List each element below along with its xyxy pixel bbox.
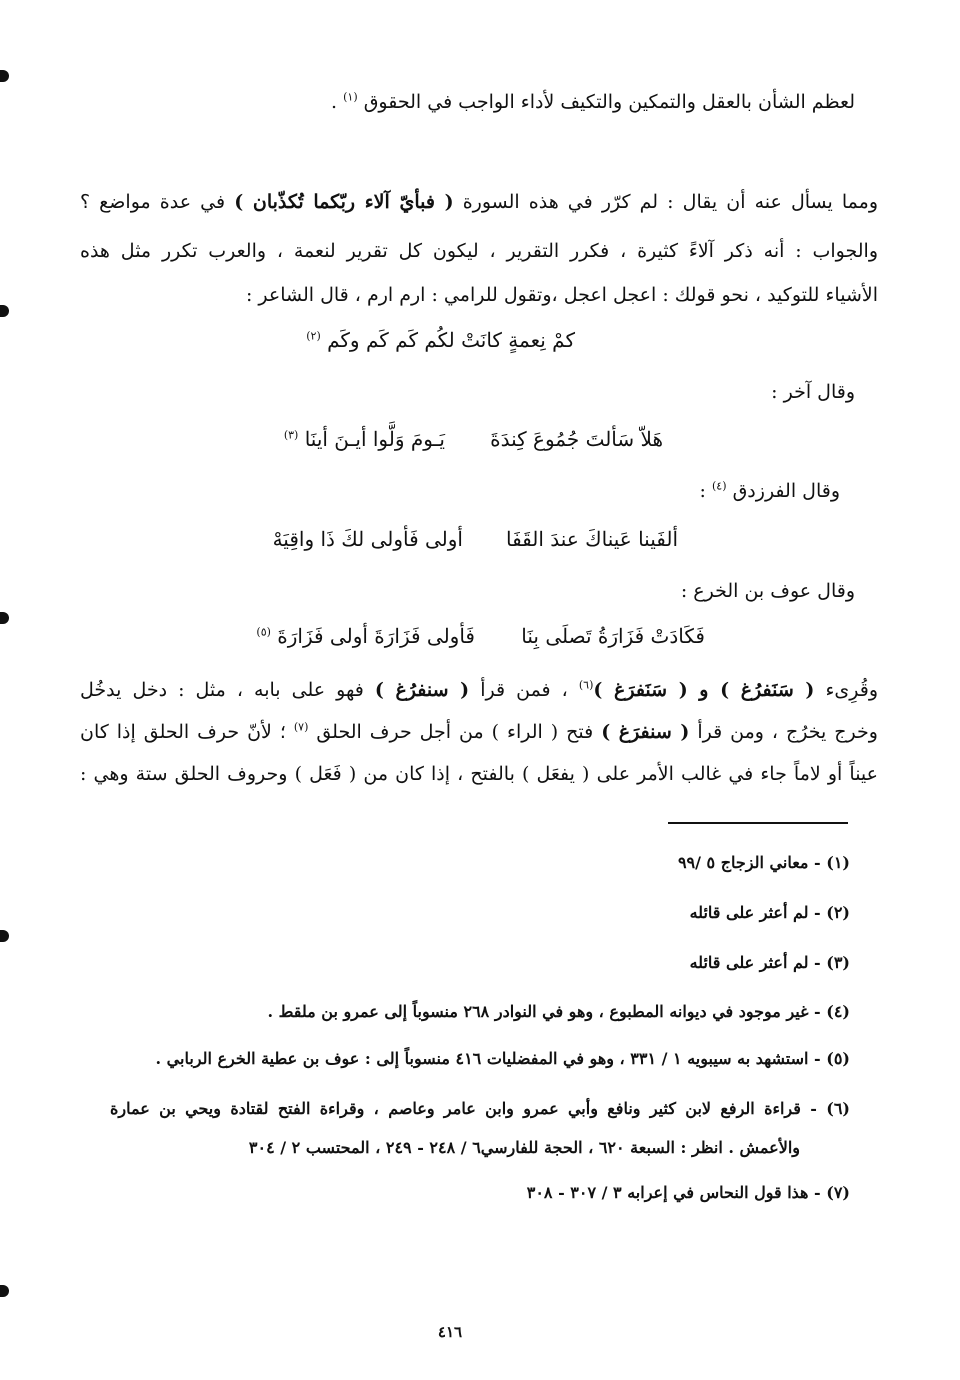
text-line: والجواب : أنه ذكر آلاءً كثيرة ، فكرر التقرير ، ليكون كل تقرير لنعمة ، والعرب تكرر مثل هذه xyxy=(80,240,878,262)
text-line: وقال آخر : xyxy=(771,381,855,403)
footnote-separator xyxy=(668,822,848,824)
poetry-verse: كمْ نِعمةٍ كانَتْ لكُم كَم كَم وكَم $^{(٢)}$ xyxy=(306,328,575,352)
footnote-6-continued: والأعمش . انظر : السبعة ٦٢٠ ، الحجة للفارسي٦ / ٢٤٨ - ٢٤٩ ، المحتسب ٢ / ٣٠٤ xyxy=(248,1138,800,1157)
footnote-1: (١) - معاني الزجاج ٥ /٩٩ xyxy=(677,853,850,872)
reading-variant: ( سنفرُغ ) xyxy=(374,679,470,701)
footnote-ref[interactable]: (٢) xyxy=(306,329,321,343)
margin-mark xyxy=(0,930,9,942)
reading-variants: ( سَنَفرُغ ) و ( سَنَفرَغ ) xyxy=(593,679,815,701)
reading-variant: ( سنفرَغ ) xyxy=(601,721,690,743)
margin-mark xyxy=(0,1285,9,1297)
footnote-ref[interactable]: (٧) xyxy=(293,720,309,734)
quran-quote: ( فبأيّ آلاء ربّكما تُكذّبان ) xyxy=(234,191,454,213)
page-number: ٤١٦ xyxy=(437,1323,463,1341)
text-line: ومما يسأل عنه أن يقال : لم كرّر في هذه السورة ( فبأيّ آلاء ربّكما تُكذّبان ) في عدة مواضع ؟ xyxy=(80,191,879,213)
text-line: لعظم الشأن بالعقل والتمكين والتكيف لأداء الواجب في الحقوق $^{(١)}$ . xyxy=(331,90,855,113)
poetry-verse-second-hemistich: أولى فَأولى لكَ ذَا واقِيَهْ xyxy=(272,527,463,551)
footnote-ref[interactable]: (٤) xyxy=(712,479,727,493)
margin-mark xyxy=(0,70,9,82)
poetry-verse-second-hemistich: يَـومَ وَلَّوا أيـنَ أينَا $^{(٣)}$ xyxy=(283,427,445,451)
text-line: وقُرِىء ( سَنَفرُغ ) و ( سَنَفرَغ )$^{(٦)}$ ، فمن قرأ ( سنفرُغ ) فهو على بابه ، مثل : دخل يدخُل xyxy=(80,678,878,701)
margin-mark xyxy=(0,612,9,624)
margin-mark xyxy=(0,305,9,317)
text-line: وقال الفرزدق $^{(٤)}$ : xyxy=(699,479,840,502)
footnote-ref[interactable]: (٦) xyxy=(578,678,594,692)
text-line: عيناً أو لاماً جاء في غالب الأمر على ( يفعَل ) بالفتح ، إذا كان من ( فَعَل ) وحروف الحلق ستة وهي : xyxy=(80,763,878,785)
footnote-7: (٧) - هذا قول النحاس في إعرابه ٣ / ٣٠٧ - ٣٠٨ xyxy=(526,1183,850,1202)
footnote-4: (٤) - غير موجود في ديوانه المطبوع ، وهو في النوادر ٢٦٨ منسوباً إلى عمرو بن ملقط . xyxy=(267,1002,850,1021)
footnote-ref[interactable]: (٣) xyxy=(283,428,299,442)
footnote-ref[interactable]: (١) xyxy=(343,90,358,104)
footnote-2: (٢) - لم أعثر على قائله xyxy=(689,903,850,922)
footnote-6: (٦) - قراءة الرفع لابن كثير ونافع وأبي عمرو وابن عامر وعاصم ، وقراءة الفتح لقتادة ويحي بن عمارة xyxy=(110,1099,850,1118)
text-line: وقال عوف بن الخرع : xyxy=(680,580,855,602)
poetry-verse-first-hemistich: فَكَادَتْ فَزَارَةُ تَصلَى بِنَا xyxy=(521,624,705,648)
poetry-verse-second-hemistich: فَأولى فَزَارَةَ أولى فَزَارَةَ $^{(٥)}$ xyxy=(256,624,475,648)
poetry-verse-first-hemistich: ألفَينا عَيناكَ عندَ القَفَا xyxy=(505,527,678,551)
text-line: الأشياء للتوكيد ، نحو قولك : اعجل اعجل ،وتقول للرامي : ارم ارم ، قال الشاعر : xyxy=(245,284,878,306)
footnote-ref[interactable]: (٥) xyxy=(256,625,271,639)
text-line: وخرج يخرُج ، ومن قرأ ( سنفرَغ ) فتح ( الراء ) من أجل حرف الحلق $^{(٧)}$ ؛ لأنّ حرف الحلق إذا كان xyxy=(80,720,878,743)
poetry-verse-first-hemistich: هَلاّ سَألتَ جُمُوعَ كِندَةَ xyxy=(490,427,663,451)
footnote-3: (٣) - لم أعثر على قائله xyxy=(689,953,850,972)
footnote-5: (٥) - استشهد به سيبويه ١ / ٣٣١ ، وهو في المفضليات ٤١٦ منسوباً إلى : عوف بن عطية الخرع الربابي . xyxy=(155,1049,850,1068)
